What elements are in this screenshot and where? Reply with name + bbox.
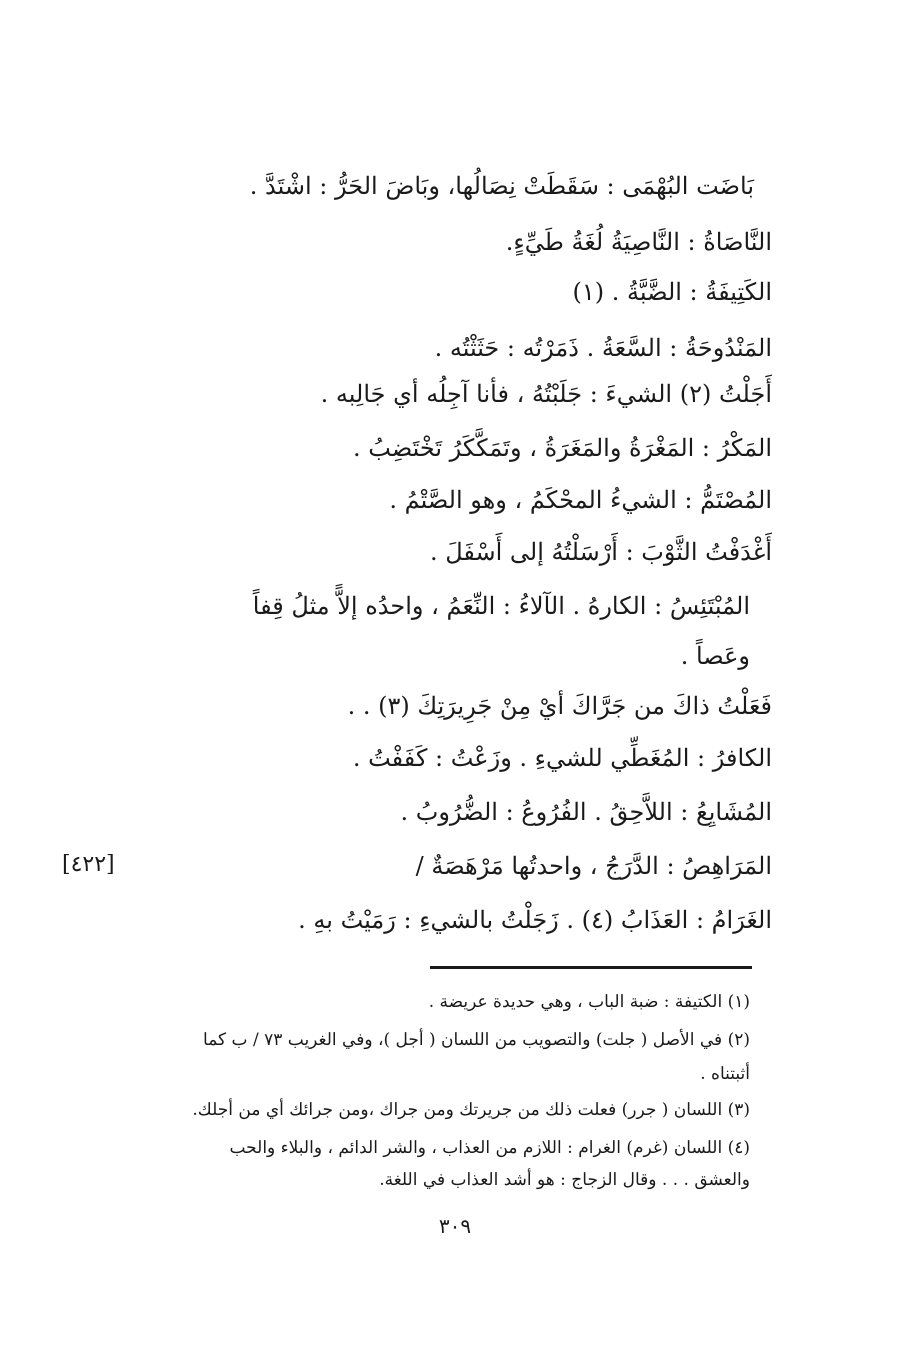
margin-page-reference: [٤٢٢] [62, 852, 115, 877]
entry-line-10: وعَصاً . [680, 642, 750, 670]
entry-line-13: المُشَايِعُ : اللاَّحِقُ . الفُرُوعُ : الضُّرُوبُ . [400, 798, 772, 826]
entry-line-1: بَاضَت البُهْمَى : سَقَطَتْ نِصَالُها، وبَاضَ الحَرُّ : اشْتَدَّ . [249, 172, 754, 200]
entry-line-9: المُبْتَئِسُ : الكارهُ . الآلاءُ : النِّعَمُ ، واحدُه إلاًّ مثلُ قِفاً [252, 592, 750, 620]
footnote-divider [430, 966, 752, 969]
footnote-2: (٢) في الأصل ( جلت) والتصويب من اللسان ( أجل )، وفي الغريب ٧٣ / ب كما [203, 1030, 750, 1050]
entry-line-12: الكافرُ : المُغَطِّي للشيءِ . وزَعْتُ : كَفَفْتُ . [352, 744, 772, 772]
page-number: ٣٠٩ [438, 1214, 472, 1238]
footnote-4: (٤) اللسان (غرم) الغرام : اللازم من العذاب ، والشر الدائم ، والبلاء والحب [229, 1138, 750, 1158]
entry-line-6: المَكْرُ : المَغْرَةُ والمَغَرَةُ ، وتَمَكَّكَرُ تَخْتَضِبُ . [353, 434, 772, 462]
entry-line-15: الغَرَامُ : العَذَابُ (٤) . زَجَلْتُ بالشيءِ : رَمَيْتُ بهِ . [298, 906, 772, 934]
footnote-3: (٣) اللسان ( جرر) فعلت ذلك من جريرتك ومن جراك ،ومن جرائك أي من أجلك. [192, 1100, 750, 1120]
entry-line-7: المُصْتَمُّ : الشيءُ المحْكَمُ ، وهو الصَّتْمُ . [389, 486, 772, 514]
entry-line-8: أَغْدَفْتُ الثَّوْبَ : أَرْسَلْتُهُ إلى أَسْفَلَ . [429, 538, 772, 566]
entry-line-14: المَرَاهِصُ : الدَّرَجُ ، واحدتُها مَرْهَصَةٌ / [415, 852, 772, 880]
footnote-4-continuation: والعشق . . . وقال الزجاج : هو أشد العذاب في اللغة. [379, 1170, 750, 1190]
entry-line-5: أَجَلْتُ (٢) الشيءَ : جَلَبْتُهُ ، فأنا آجِلُه أي جَالِبه . [320, 380, 772, 408]
footnote-1: (١) الكتيفة : ضبة الباب ، وهي حديدة عريضة . [428, 992, 750, 1012]
entry-line-3: الكَتِيفَةُ : الضَّبَّةُ . (١) [572, 278, 772, 306]
entry-line-4: المَنْدُوحَةُ : السَّعَةُ . ذَمَرْتُه : حَثَثْتُه . [434, 334, 772, 362]
footnote-2-continuation: أثبتناه . [700, 1064, 750, 1084]
entry-line-2: النَّاصَاةُ : النَّاصِيَةُ لُغَةُ طَيِّءٍ. [505, 228, 772, 256]
entry-line-11: فَعَلْتُ ذاكَ من جَرَّاكَ أيْ مِنْ جَرِيرَتِكَ (٣) . . [347, 692, 772, 720]
